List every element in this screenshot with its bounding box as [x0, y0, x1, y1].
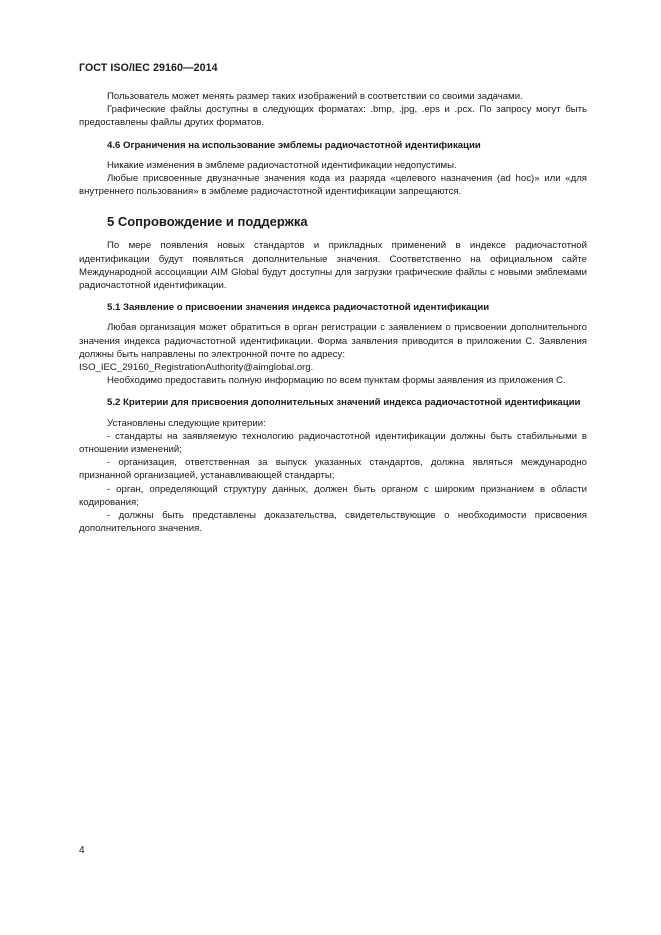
paragraph: По мере появления новых стандартов и прикладных применений в индексе радиочастотной идентификации будут появляться дополнительные значения. Соответственно на официальном сайте Международной ассоциации AIM Global будут доступны для загрузки графические файлы с новыми эмблемами радиочастотной идентификации. — [79, 240, 587, 292]
section-heading-5: 5 Сопровождение и поддержка — [107, 214, 308, 230]
list-item: - организация, ответственная за выпуск указанных стандартов, должна являться международно признанной организацией, устанавливающей стандарты; — [79, 457, 587, 482]
paragraph: Необходимо предоставить полную информацию по всем пунктам формы заявления из приложения С. — [107, 375, 566, 387]
paragraph: Любая организация может обратиться в орган регистрации с заявлением о присвоении дополнительного значения индекса радиочастотной идентификации. Форма заявления приводится в приложении С. Заявления должны быть направлены по электронной почте по адресу: — [79, 322, 587, 360]
list-item: - орган, определяющий структуру данных, должен быть органом с широким признанием в области кодирования; — [79, 483, 587, 508]
paragraph: Пользователь может менять размер таких изображений в соответствии со своими задачами. — [107, 91, 523, 102]
section-heading-5-1: 5.1 Заявление о присвоении значения индекса радиочастотной идентификации — [107, 302, 490, 314]
paragraph: Никакие изменения в эмблеме радиочастотной идентификации недопустимы. — [107, 159, 457, 171]
email-address: ISO_IEC_29160_RegistrationAuthority@aimglobal.org. — [79, 362, 314, 374]
list-item: - стандарты на заявляемую технологию радиочастотной идентификации должны быть стабильными в отношении изменений; — [79, 430, 587, 456]
section-heading-4-6: 4.6 Ограничения на использование эмблемы радиочастотной идентификации — [107, 139, 481, 151]
page-header: ГОСТ ISO/IEC 29160—2014 — [79, 62, 218, 74]
document-body — [79, 90, 587, 535]
paragraph: Графические файлы доступны в следующих форматах: .bmp, .jpg, .eps и .pcx. По запросу могут быть предоставлены файлы других форматов. — [79, 104, 587, 129]
paragraph: Любые присвоенные двузначные значения кода из разряда «целевого назначения (ad hoc)» или «для внутреннего пользования» в эмблеме радиочастотной идентификации запрещаются. — [79, 173, 587, 198]
paragraph: Установлены следующие критерии: — [107, 417, 266, 429]
page-number: 4 — [79, 845, 85, 856]
section-heading-5-2: 5.2 Критерии для присвоения дополнительных значений индекса радиочастотной идентификации — [107, 397, 581, 409]
list-item: - должны быть представлены доказательства, свидетельствующие о необходимости присвоения дополнительного значения. — [79, 510, 587, 535]
